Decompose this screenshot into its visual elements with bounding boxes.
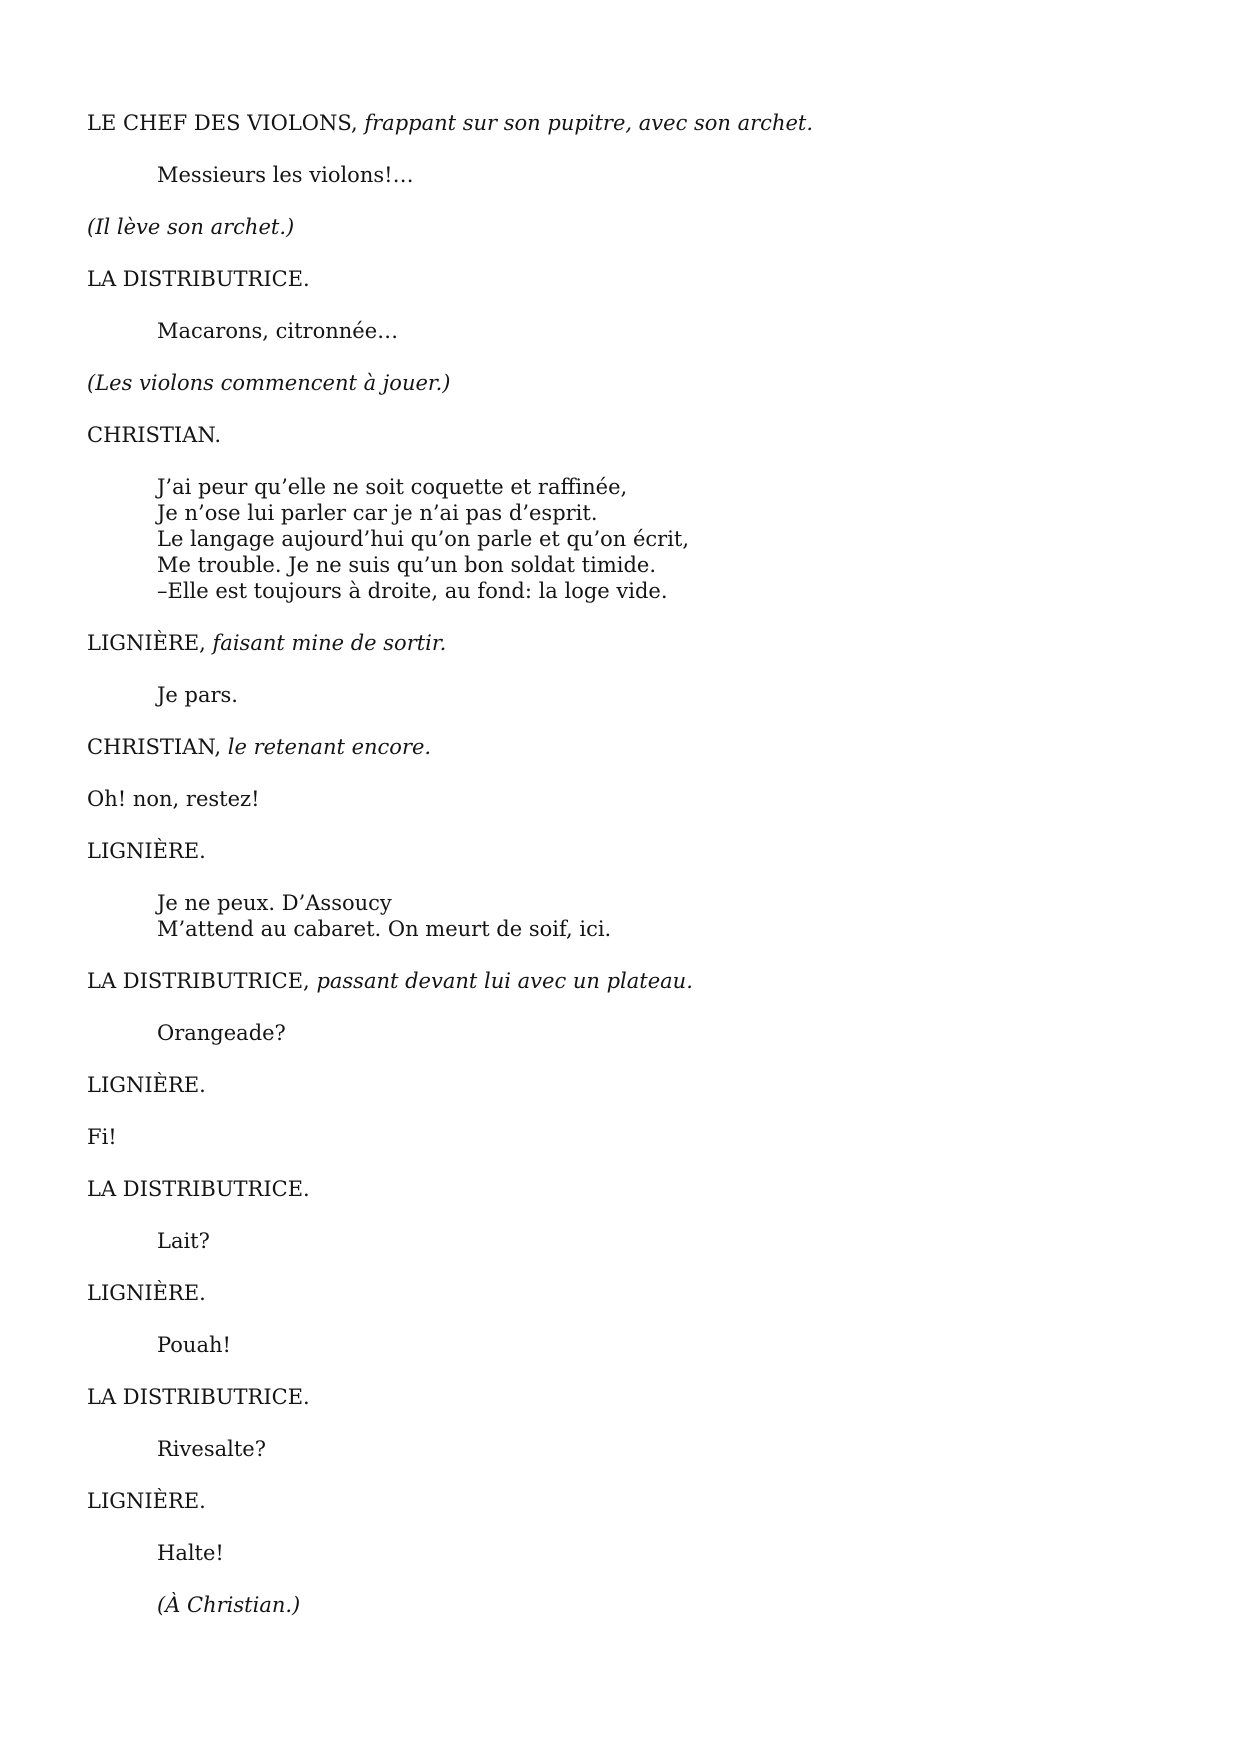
speaker-name: LIGNIÈRE, [87, 631, 206, 655]
verse-line: Pouah! [157, 1333, 231, 1357]
stage-direction: le retenant encore. [227, 735, 432, 759]
speaker-name: CHRISTIAN. [87, 423, 222, 447]
verse-line: Messieurs les violons!… [157, 163, 414, 187]
verse-line: M’attend au cabaret. On meurt de soif, ici. [157, 917, 612, 941]
stage-direction: faisant mine de sortir. [212, 631, 447, 655]
speech [157, 318, 1202, 344]
verse-line: –Elle est toujours à droite, au fond: la loge vide. [157, 579, 668, 603]
verse-line: Orangeade? [157, 1021, 286, 1045]
speaker-heading [87, 1280, 1202, 1306]
speech [157, 162, 1202, 188]
speaker-heading [87, 968, 1202, 994]
speech [157, 682, 1202, 708]
verse-line: Halte! [157, 1541, 224, 1565]
verse-line: Lait? [157, 1229, 210, 1253]
verse-line: Je ne peux. D’Assoucy [157, 891, 392, 915]
speaker-heading [87, 838, 1202, 864]
speech [157, 1436, 1202, 1462]
speaker-heading [87, 422, 1202, 448]
verse-line: Macarons, citronnée… [157, 319, 399, 343]
speech-line: Fi! [87, 1125, 117, 1149]
stage-direction: (Il lève son archet.) [87, 215, 295, 239]
speech [157, 1228, 1202, 1254]
stage-direction: frappant sur son pupitre, avec son archet. [364, 111, 814, 135]
speech-line: Oh! non, restez! [87, 787, 260, 811]
speaker-name: CHRISTIAN, [87, 735, 222, 759]
speaker-heading [87, 734, 1202, 760]
speaker-name: LA DISTRIBUTRICE, [87, 969, 310, 993]
stage-direction: (À Christian.) [157, 1593, 301, 1617]
stage-direction: (Les violons commencent à jouer.) [87, 371, 451, 395]
speaker-heading [87, 1384, 1202, 1410]
speech [157, 1540, 1202, 1566]
speaker-name: LA DISTRIBUTRICE. [87, 267, 310, 291]
speaker-heading [87, 266, 1202, 292]
speaker-heading [87, 1072, 1202, 1098]
speech [157, 1332, 1202, 1358]
speaker-name: LIGNIÈRE. [87, 1073, 206, 1097]
speaker-heading [87, 1176, 1202, 1202]
verse-line: Je n’ose lui parler car je n’ai pas d’esprit. [157, 501, 598, 525]
speaker-heading [87, 110, 1202, 136]
speaker-name: LA DISTRIBUTRICE. [87, 1385, 310, 1409]
speaker-heading [87, 630, 1202, 656]
verse-line: Le langage aujourd’hui qu’on parle et qu’on écrit, [157, 527, 690, 551]
stage-direction: passant devant lui avec un plateau. [316, 969, 693, 993]
speaker-name: LIGNIÈRE. [87, 1281, 206, 1305]
speaker-name: LIGNIÈRE. [87, 1489, 206, 1513]
speaker-name: LA DISTRIBUTRICE. [87, 1177, 310, 1201]
verse-line: Je pars. [157, 683, 238, 707]
speech [157, 890, 1202, 942]
speaker-name: LIGNIÈRE. [87, 839, 206, 863]
verse-line: Rivesalte? [157, 1437, 266, 1461]
verse-line: Me trouble. Je ne suis qu’un bon soldat timide. [157, 553, 657, 577]
verse-line: J’ai peur qu’elle ne soit coquette et raffinée, [157, 475, 628, 499]
speech [157, 474, 1202, 604]
speech [157, 1020, 1202, 1046]
speaker-heading [87, 1488, 1202, 1514]
speaker-name: LE CHEF DES VIOLONS, [87, 111, 358, 135]
